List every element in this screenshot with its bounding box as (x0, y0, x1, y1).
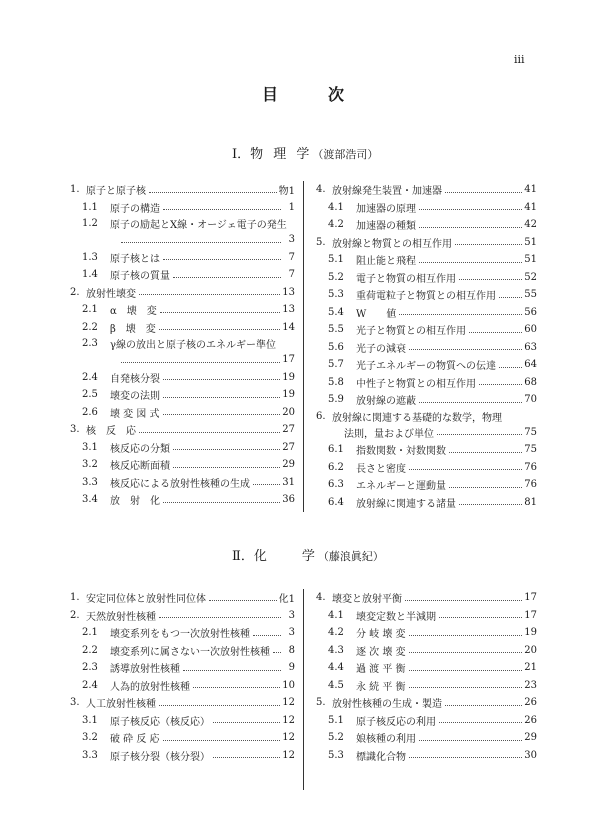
entry-number: 5.9 (328, 394, 344, 406)
leader-dots (445, 192, 522, 193)
entry-page: 52 (524, 271, 537, 283)
leader-dots (409, 687, 523, 688)
entry-title: 放射性核種の生成・製造 (332, 699, 442, 711)
entry-number: 4.1 (328, 201, 344, 213)
leader-dots (439, 722, 522, 723)
entry-page: 14 (282, 321, 295, 333)
leader-dots (409, 757, 522, 758)
toc-entry (312, 251, 537, 269)
entry-number: 5.1 (328, 714, 344, 726)
entry-number: 2.2 (82, 644, 98, 656)
toc-entry (312, 234, 537, 252)
entry-page: 41 (524, 201, 537, 213)
leader-dots (419, 262, 522, 263)
leader-dots (499, 367, 522, 368)
leader-dots (193, 687, 280, 688)
entry-page: 55 (524, 289, 537, 301)
entry-page: 60 (524, 324, 537, 336)
entry-title: 原子の構造 (110, 203, 160, 215)
toc-entry (312, 441, 537, 459)
entry-number: 2. (70, 286, 80, 298)
entry-title: 加速器の種類 (356, 221, 416, 233)
toc-entry-continuation (66, 351, 295, 369)
leader-dots (479, 384, 522, 385)
entry-title: 放射線に関連する基礎的な数学，物理 (332, 412, 502, 424)
toc-entry (66, 284, 295, 302)
toc-entry (66, 369, 295, 387)
entry-title: 天然放射性核種 (86, 611, 156, 623)
entry-page: 27 (282, 441, 295, 453)
entry-title: 原子核反応（核反応） (110, 716, 210, 728)
entry-number: 3.1 (82, 714, 98, 726)
entry-number: 4. (316, 184, 326, 196)
entry-number: 5.3 (328, 289, 344, 301)
leader-dots (139, 432, 280, 433)
entry-number: 6.2 (328, 461, 344, 473)
toc-entry (66, 677, 295, 695)
entry-page: 26 (524, 697, 537, 709)
toc-entry (312, 677, 537, 695)
section-name: 化 学 (253, 549, 318, 564)
entry-number: 3.4 (82, 494, 98, 506)
entry-page: 13 (282, 304, 295, 316)
toc-entry (66, 421, 295, 439)
toc-entry (312, 642, 537, 660)
entry-number: 1.1 (82, 201, 98, 213)
toc-entry (66, 249, 295, 267)
leader-dots (163, 740, 281, 741)
entry-number: 1. (70, 592, 80, 604)
toc-entry (66, 319, 295, 337)
entry-number: 2.5 (82, 389, 98, 401)
leader-dots (409, 469, 522, 470)
entry-page: 12 (282, 697, 295, 709)
entry-page: 17 (524, 592, 537, 604)
leader-dots (499, 297, 522, 298)
entry-number: 1.3 (82, 251, 98, 263)
toc-column-left (66, 181, 303, 512)
entry-title: 光子エネルギーの物質への伝達 (356, 361, 496, 373)
entry-title: 電子と物質の相互作用 (356, 273, 456, 285)
toc-entry (312, 181, 537, 199)
entry-page: 10 (282, 679, 295, 691)
entry-page: 51 (524, 236, 537, 248)
entry-title: 原子核とは (110, 253, 160, 265)
leader-dots (419, 227, 522, 228)
entry-number: 3.3 (82, 476, 98, 488)
entry-number: 2.4 (82, 371, 98, 383)
leader-dots (139, 294, 280, 295)
entry-number: 1.4 (82, 269, 98, 281)
entry-title: 壊 変 図 式 (110, 408, 160, 420)
toc-entry (312, 269, 537, 287)
toc-entry (312, 659, 537, 677)
entry-title: 壊変定数と半減期 (356, 611, 436, 623)
leader-dots (419, 740, 522, 741)
toc-entry (66, 624, 295, 642)
section-2-body (66, 589, 540, 790)
toc-entry (312, 712, 537, 730)
leader-dots (121, 242, 281, 243)
toc-entry-continuation (312, 424, 537, 442)
section-author: （渡部浩司） (312, 148, 379, 161)
entry-title-continued: 法則，量および単位 (344, 428, 434, 440)
toc-column-left (66, 589, 303, 790)
entry-number: 5.2 (328, 271, 344, 283)
entry-number: 3.2 (82, 732, 98, 744)
entry-number: 5. (316, 697, 326, 709)
leader-dots (163, 397, 280, 398)
entry-page: 12 (282, 732, 295, 744)
entry-title: 人工放射性核種 (86, 699, 156, 711)
leader-dots (405, 600, 522, 601)
toc-entry (312, 459, 537, 477)
leader-dots (449, 487, 522, 488)
leader-dots (409, 652, 523, 653)
entry-title: 阻止能と飛程 (356, 256, 416, 268)
entry-title: 放 射 化 (110, 496, 160, 508)
entry-title: 核反応断面積 (110, 461, 170, 473)
toc-entry-continuation (66, 231, 295, 249)
leader-dots (439, 617, 522, 618)
entry-page: 7 (288, 251, 295, 263)
leader-dots (253, 635, 281, 636)
entry-number: 6. (316, 410, 326, 422)
toc-entry (66, 642, 295, 660)
toc-entry (312, 409, 537, 424)
leader-dots (173, 467, 280, 468)
entry-title: 中性子と物質との相互作用 (356, 378, 476, 390)
entry-number: 4.1 (328, 609, 344, 621)
entry-title: 壊変系列に属さない一次放射性核種 (110, 646, 270, 658)
entry-title: 原子の励起とX線・オージェ電子の発生 (110, 220, 287, 231)
entry-title: 放射線と物質との相互作用 (332, 238, 452, 250)
entry-page: 42 (524, 219, 537, 231)
entry-number: 4. (316, 592, 326, 604)
entry-title: 原子核反応の利用 (356, 716, 436, 728)
entry-number: 5.4 (328, 306, 344, 318)
toc-entry (312, 286, 537, 304)
toc-column-right (303, 589, 540, 790)
entry-number: 3. (70, 697, 80, 709)
leader-dots (159, 705, 280, 706)
entry-page: 41 (524, 184, 537, 196)
entry-page: 3 (288, 609, 295, 621)
toc-entry (66, 694, 295, 712)
section-numeral: Ⅰ． (232, 147, 251, 162)
toc-entry (312, 747, 537, 765)
leader-dots (409, 635, 523, 636)
entry-page: 1 (288, 201, 295, 213)
entry-page: 13 (282, 286, 295, 298)
toc-entry (66, 301, 295, 319)
toc-entry (66, 729, 295, 747)
leader-dots (160, 312, 281, 313)
entry-title: 分 岐 壊 変 (356, 629, 406, 641)
entry-page: 21 (524, 662, 537, 674)
entry-title: 光子の減衰 (356, 343, 406, 355)
entry-number: 2.1 (82, 304, 98, 316)
entry-page: 81 (524, 496, 537, 508)
entry-page: 3 (288, 234, 295, 246)
leader-dots (159, 329, 280, 330)
entry-page: 30 (524, 749, 537, 761)
entry-number: 2.3 (82, 662, 98, 674)
entry-title: 核反応の分類 (110, 443, 170, 455)
toc-entry (312, 494, 537, 512)
entry-title: 原子核分裂（核分裂） (110, 751, 210, 763)
leader-dots (159, 617, 281, 618)
section-numeral: Ⅱ． (232, 549, 254, 564)
entry-title: β 壊 変 (110, 323, 156, 335)
entry-number: 1.2 (82, 218, 98, 229)
leader-dots (445, 705, 522, 706)
toc-column-right (303, 181, 540, 512)
entry-number: 4.2 (328, 627, 344, 639)
leader-dots (173, 449, 280, 450)
leader-dots (149, 192, 277, 193)
entry-page: 29 (524, 732, 537, 744)
entry-number: 3. (70, 424, 80, 436)
toc-entry (312, 321, 537, 339)
entry-page: 76 (524, 461, 537, 473)
leader-dots (455, 244, 522, 245)
entry-number: 5.5 (328, 324, 344, 336)
entry-page: 68 (524, 376, 537, 388)
entry-title: 壊変と放射平衡 (332, 594, 402, 606)
toc-entry (312, 589, 537, 607)
entry-page: 26 (524, 714, 537, 726)
toc-entry (312, 694, 537, 712)
leader-dots (121, 362, 280, 363)
entry-number: 6.1 (328, 444, 344, 456)
toc-entry (66, 386, 295, 404)
leader-dots (163, 502, 280, 503)
leader-dots (213, 757, 280, 758)
section-heading-2 (232, 549, 384, 565)
entry-page: 3 (288, 627, 295, 639)
entry-title: 娘核種の利用 (356, 734, 416, 746)
leader-dots (419, 209, 522, 210)
entry-number: 3.3 (82, 749, 98, 761)
entry-title: 原子と原子核 (86, 186, 146, 198)
entry-page: 19 (524, 627, 537, 639)
entry-page: 70 (524, 394, 537, 406)
entry-title: 逐 次 壊 変 (356, 646, 406, 658)
entry-number: 5.2 (328, 732, 344, 744)
entry-title: γ線の放出と原子核のエネルギー準位 (110, 340, 276, 351)
leader-dots (163, 259, 281, 260)
leader-dots (163, 209, 281, 210)
entry-page: 7 (288, 269, 295, 281)
entry-page: 27 (282, 424, 295, 436)
toc-entry (312, 339, 537, 357)
toc-entry (312, 391, 537, 409)
entry-number: 6.3 (328, 479, 344, 491)
toc-entry (66, 712, 295, 730)
toc-entry (312, 729, 537, 747)
entry-title: 破 砕 反 応 (110, 734, 160, 746)
leader-dots (253, 484, 280, 485)
entry-page: 19 (282, 371, 295, 383)
entry-number: 4.5 (328, 679, 344, 691)
entry-page: 9 (288, 662, 295, 674)
leader-dots (399, 314, 522, 315)
entry-page: 17 (524, 609, 537, 621)
entry-number: 1. (70, 184, 80, 196)
section-name: 物 理 学 (250, 147, 313, 162)
entry-title: 指数関数・対数関数 (356, 446, 446, 458)
entry-title: 原子核の質量 (110, 271, 170, 283)
leader-dots (183, 670, 281, 671)
toc-entry (66, 607, 295, 625)
entry-page: 63 (524, 341, 537, 353)
leader-dots (409, 670, 523, 671)
entry-page: 29 (282, 459, 295, 471)
entry-number: 5.6 (328, 341, 344, 353)
toc-entry (312, 216, 537, 234)
entry-number: 5.7 (328, 359, 344, 371)
entry-page: 物1 (278, 186, 295, 198)
entry-title: エネルギーと運動量 (356, 481, 446, 493)
leader-dots (163, 379, 280, 380)
toc-entry (66, 589, 295, 607)
entry-number: 2.4 (82, 679, 98, 691)
entry-number: 2.3 (82, 338, 98, 349)
entry-title: 壊変の法則 (110, 391, 160, 403)
entry-page: 20 (282, 406, 295, 418)
toc-entry (66, 199, 295, 217)
toc-entry (66, 491, 295, 509)
section-heading-1 (232, 147, 378, 163)
toc-entry (312, 607, 537, 625)
section-1-body (66, 181, 540, 512)
entry-page: 75 (524, 426, 537, 438)
entry-title: 永 続 平 衡 (356, 681, 406, 693)
entry-title: 誘導放射性核種 (110, 664, 180, 676)
toc-entry (66, 474, 295, 492)
entry-title: 人為的放射性核種 (110, 681, 190, 693)
toc-entry (66, 216, 295, 231)
entry-title: 自発核分裂 (110, 373, 160, 385)
entry-title: 放射線発生装置・加速器 (332, 186, 442, 198)
toc-entry (66, 456, 295, 474)
toc-entry (312, 356, 537, 374)
section-author: （藤浪眞紀） (317, 550, 384, 563)
entry-number: 2.6 (82, 406, 98, 418)
entry-page: 8 (288, 644, 295, 656)
entry-title: 放射性壊変 (86, 288, 136, 300)
leader-dots (469, 332, 522, 333)
entry-number: 3.2 (82, 459, 98, 471)
entry-page: 51 (524, 254, 537, 266)
toc-entry (66, 404, 295, 422)
entry-page: 23 (524, 679, 537, 691)
toc-title: 目 次 (262, 85, 351, 104)
toc-entry (66, 659, 295, 677)
entry-title: 放射線の遮蔽 (356, 396, 416, 408)
toc-entry (312, 624, 537, 642)
entry-number: 5. (316, 236, 326, 248)
toc-entry (66, 181, 295, 199)
entry-page: 12 (282, 749, 295, 761)
leader-dots (273, 652, 281, 653)
toc-entry (66, 747, 295, 765)
entry-number: 5.3 (328, 749, 344, 761)
page-number: iii (514, 53, 525, 66)
entry-title: 長さと密度 (356, 463, 406, 475)
entry-title: 光子と物質との相互作用 (356, 326, 466, 338)
entry-page: 76 (524, 479, 537, 491)
entry-title: α 壊 変 (110, 306, 157, 318)
entry-page: 19 (282, 389, 295, 401)
entry-page: 64 (524, 359, 537, 371)
toc-entry (66, 266, 295, 284)
entry-title: W 値 (356, 308, 397, 320)
entry-number: 2.1 (82, 627, 98, 639)
leader-dots (449, 452, 522, 453)
toc-entry (312, 304, 537, 322)
leader-dots (163, 414, 281, 415)
toc-entry (312, 476, 537, 494)
leader-dots (459, 279, 522, 280)
entry-number: 5.8 (328, 376, 344, 388)
leader-dots (409, 349, 522, 350)
entry-page: 化1 (278, 594, 295, 606)
entry-number: 4.2 (328, 219, 344, 231)
entry-title: 重荷電粒子と物質との相互作用 (356, 291, 496, 303)
entry-number: 3.1 (82, 441, 98, 453)
entry-title: 過 渡 平 衡 (356, 664, 406, 676)
entry-number: 6.4 (328, 496, 344, 508)
entry-title: 安定同位体と放射性同位体 (86, 594, 206, 606)
entry-page: 36 (282, 494, 295, 506)
entry-page: 20 (524, 644, 537, 656)
entry-page: 12 (282, 714, 295, 726)
entry-number: 4.4 (328, 662, 344, 674)
entry-number: 5.1 (328, 254, 344, 266)
leader-dots (213, 722, 280, 723)
entry-number: 2.2 (82, 321, 98, 333)
toc-entry (312, 199, 537, 217)
entry-page: 56 (524, 306, 537, 318)
leader-dots (419, 402, 522, 403)
toc-entry (312, 374, 537, 392)
entry-title: 核反応による放射性核種の生成 (110, 478, 250, 490)
entry-page: 17 (282, 354, 295, 366)
entry-page: 31 (282, 476, 295, 488)
entry-title: 核 反 応 (86, 426, 136, 438)
toc-entry (66, 439, 295, 457)
entry-title: 加速器の原理 (356, 203, 416, 215)
leader-dots (209, 600, 277, 601)
entry-title: 壊変系列をもつ一次放射性核種 (110, 629, 250, 641)
entry-number: 2. (70, 609, 80, 621)
leader-dots (437, 434, 522, 435)
entry-title: 放射線に関連する諸量 (356, 498, 456, 510)
entry-title: 標識化合物 (356, 751, 406, 763)
leader-dots (173, 277, 281, 278)
entry-page: 75 (524, 444, 537, 456)
toc-entry (66, 336, 295, 351)
entry-number: 4.3 (328, 644, 344, 656)
leader-dots (459, 504, 522, 505)
